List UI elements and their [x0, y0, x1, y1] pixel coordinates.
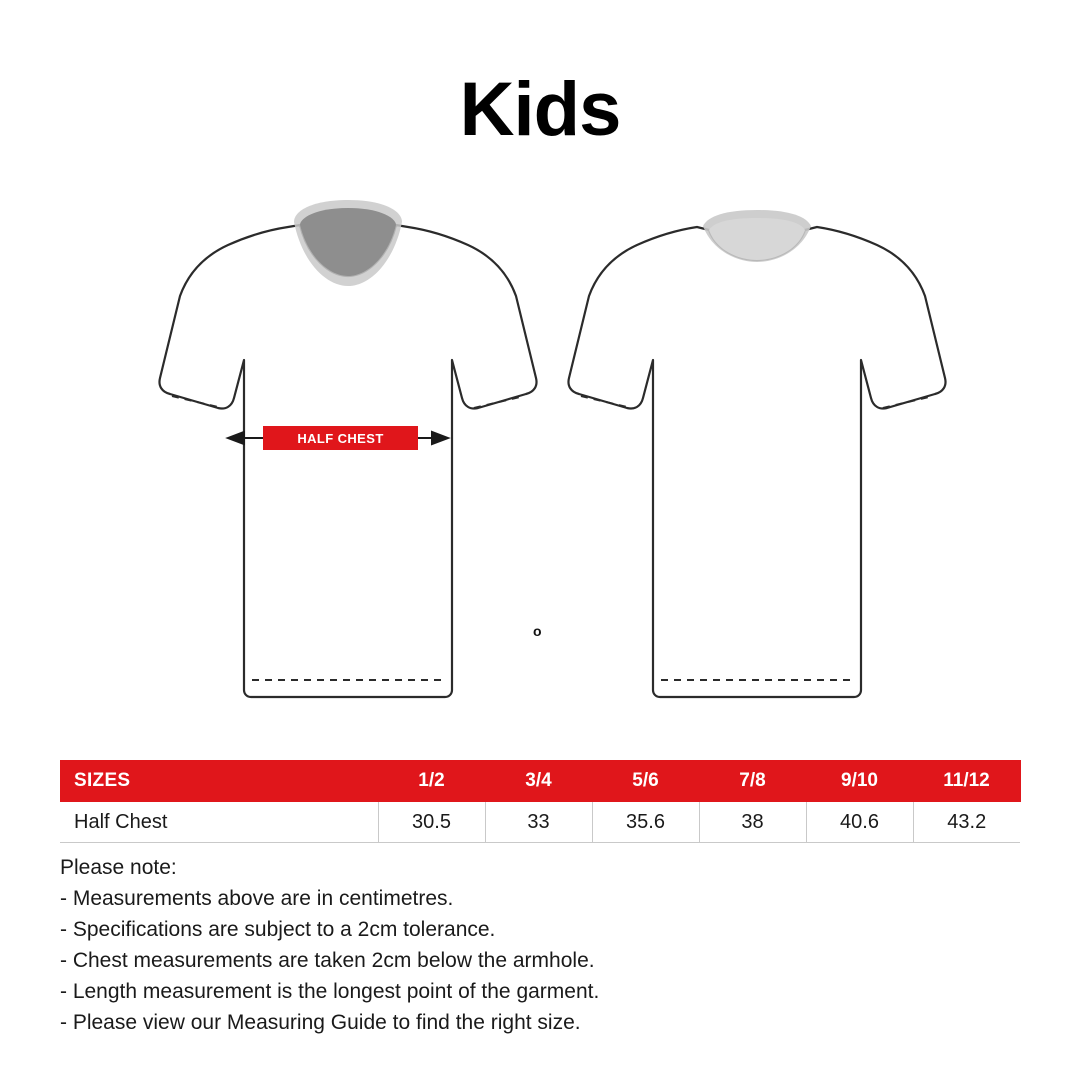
table-header-size-1: 1/2 — [378, 760, 485, 802]
cell-half-chest-5: 40.6 — [806, 802, 913, 843]
table-header-sizes: SIZES — [60, 760, 378, 802]
table-header-size-5: 9/10 — [806, 760, 913, 802]
tshirt-front-illustration — [159, 225, 536, 697]
table-header-size-6: 11/12 — [913, 760, 1020, 802]
cell-half-chest-3: 35.6 — [592, 802, 699, 843]
table-header-row — [60, 760, 1020, 802]
cell-half-chest-6: 43.2 — [913, 802, 1020, 843]
table-header-size-3: 5/6 — [592, 760, 699, 802]
cell-half-chest-2: 33 — [485, 802, 592, 843]
table-row — [60, 802, 1020, 843]
note-line-5: - Please view our Measuring Guide to find the right size. — [60, 1011, 581, 1034]
note-line-3: - Chest measurements are taken 2cm below the armhole. — [60, 949, 595, 972]
note-line-1: - Measurements above are in centimetres. — [60, 887, 454, 910]
size-chart-table — [60, 760, 1021, 843]
notes-heading: Please note: — [60, 856, 177, 879]
table-header-size-2: 3/4 — [485, 760, 592, 802]
cell-half-chest-1: 30.5 — [378, 802, 485, 843]
center-mark: o — [533, 623, 542, 639]
note-line-2: - Specifications are subject to a 2cm tolerance. — [60, 918, 496, 941]
row-label-half-chest: Half Chest — [60, 802, 378, 843]
tshirt-back-illustration — [568, 227, 945, 697]
cell-half-chest-4: 38 — [699, 802, 806, 843]
table-header-size-4: 7/8 — [699, 760, 806, 802]
half-chest-callout: HALF CHEST — [263, 426, 418, 450]
notes-block — [60, 852, 1020, 1038]
garment-illustration — [0, 200, 1080, 740]
note-line-4: - Length measurement is the longest point of the garment. — [60, 980, 600, 1003]
page-title: Kids — [459, 67, 621, 152]
